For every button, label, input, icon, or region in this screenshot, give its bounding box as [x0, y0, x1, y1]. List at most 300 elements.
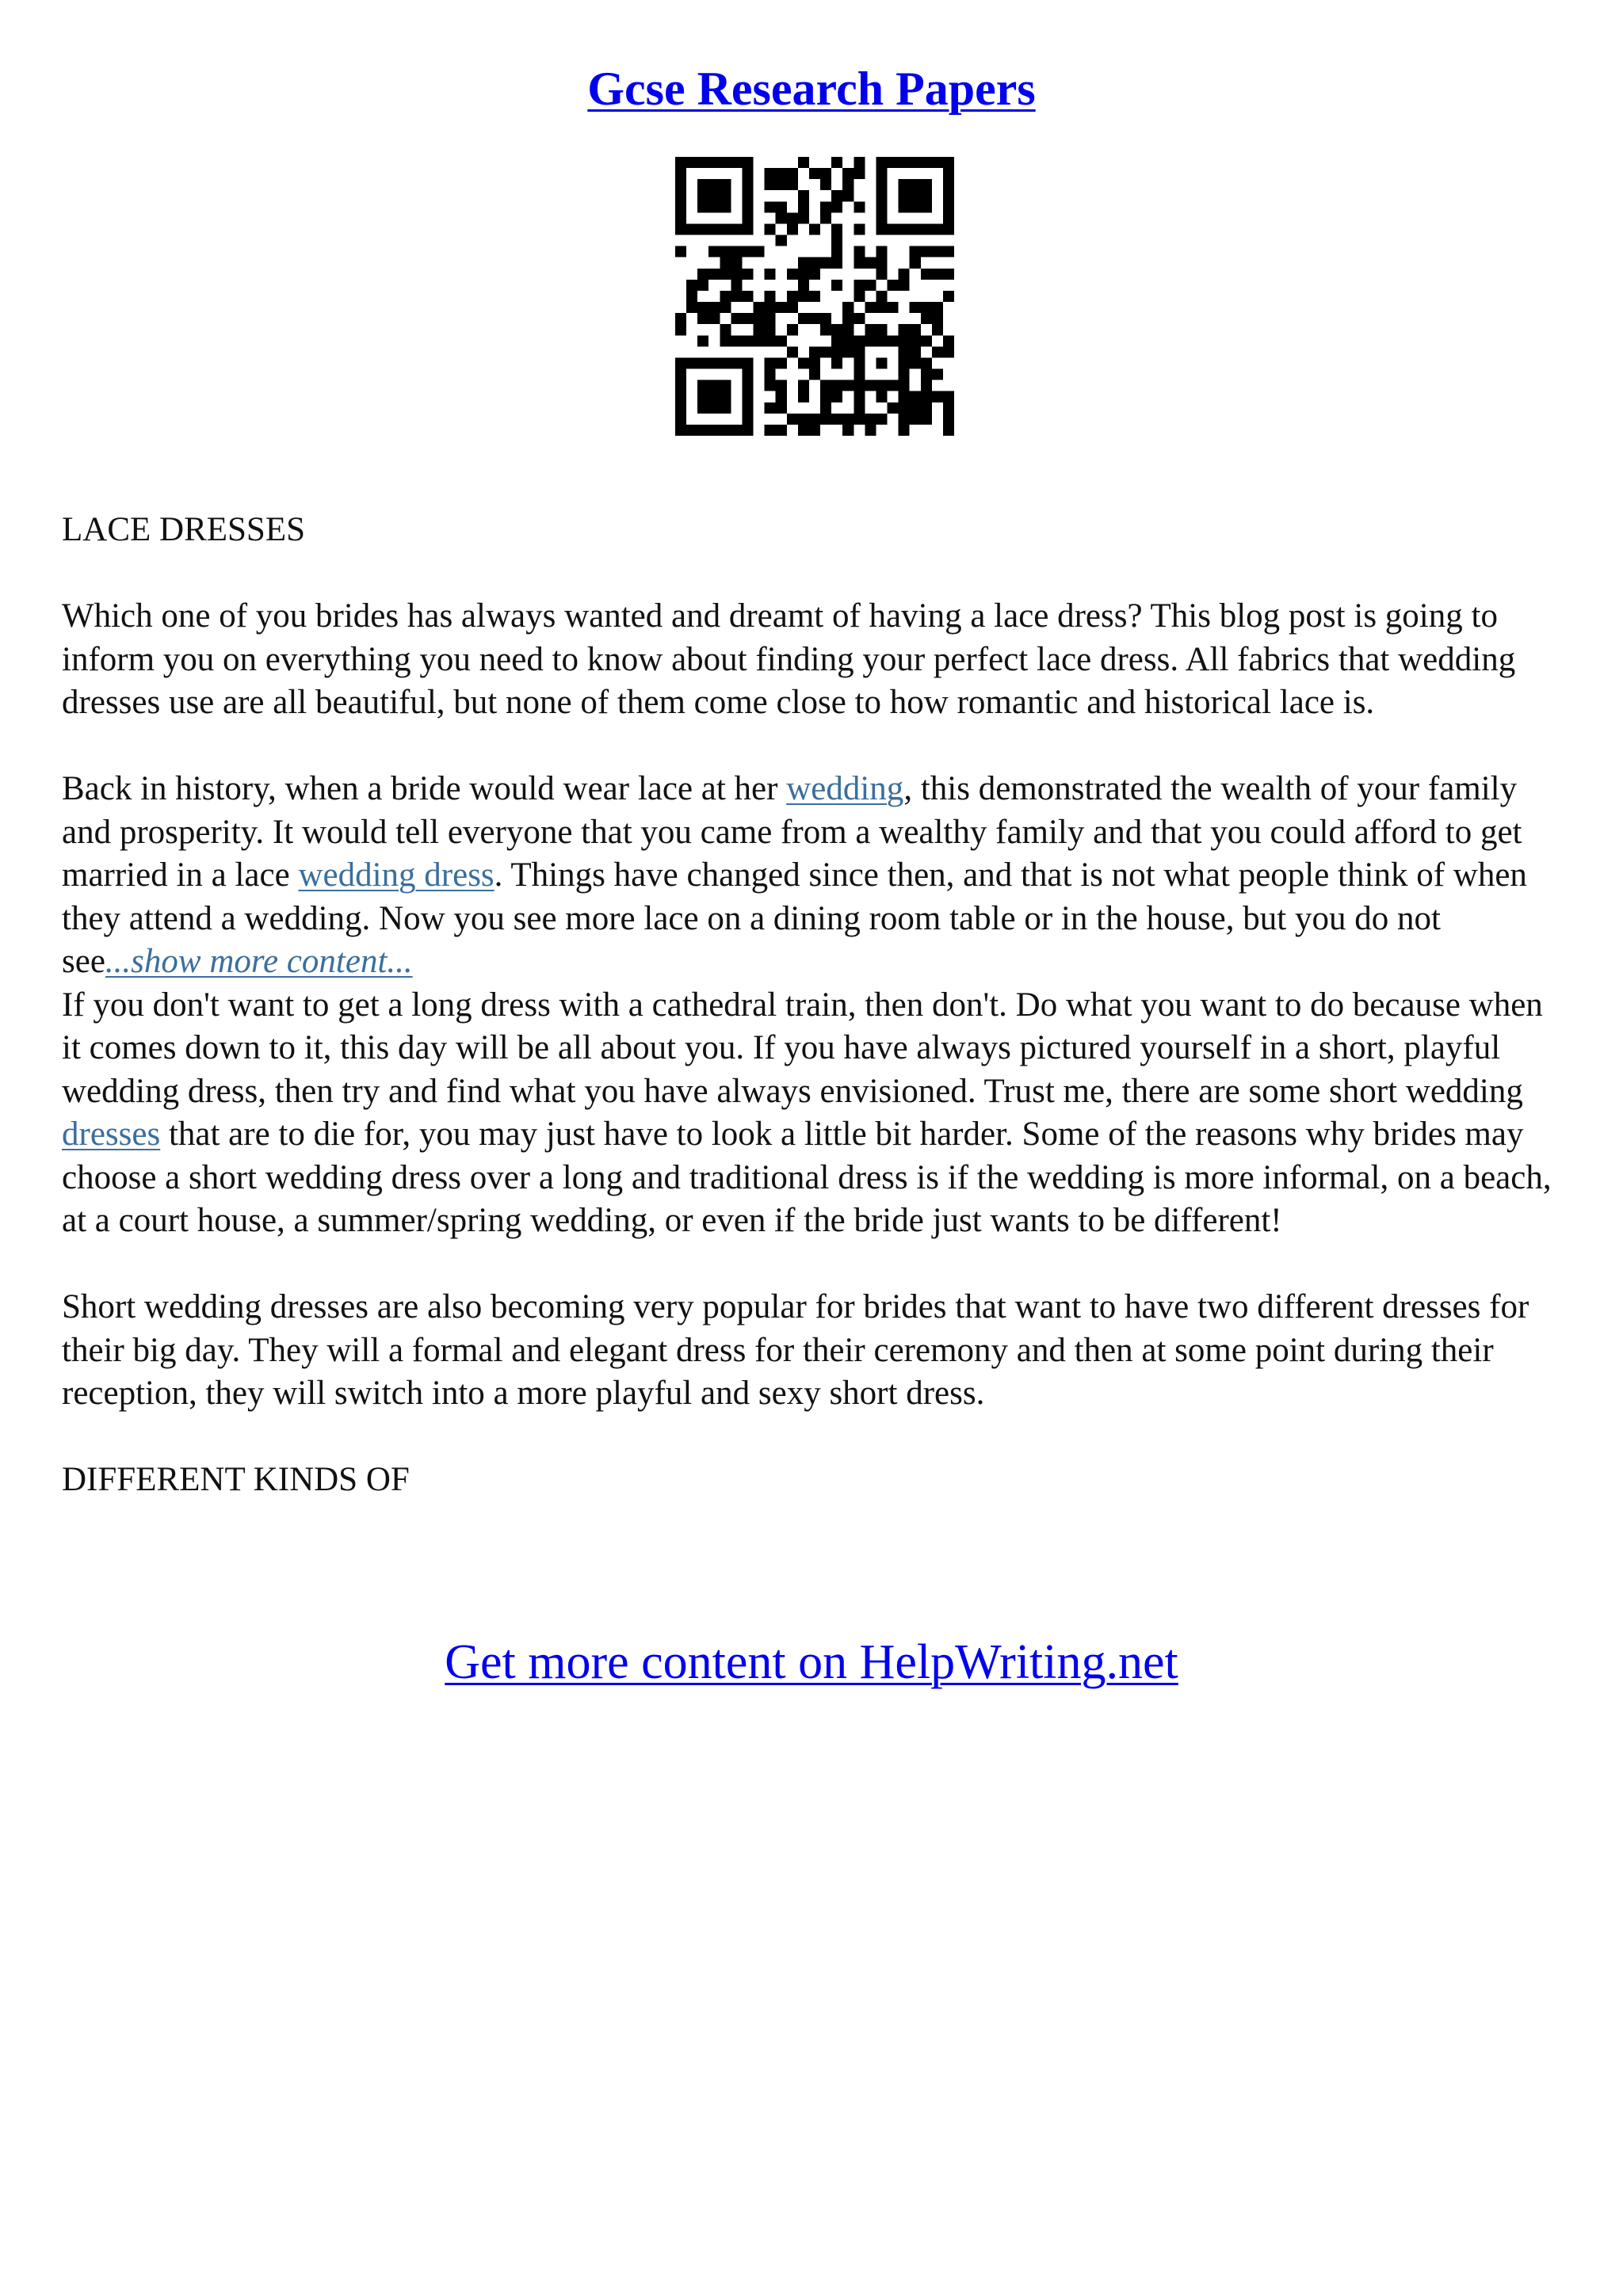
- qr-module: [731, 425, 742, 436]
- paragraph-history: [62, 768, 1568, 984]
- qr-module: [943, 168, 954, 179]
- qr-module: [854, 291, 865, 302]
- qr-module: [910, 246, 921, 257]
- qr-module: [720, 324, 731, 335]
- qr-module: [731, 246, 742, 257]
- qr-module: [708, 302, 720, 313]
- qr-module: [742, 357, 753, 368]
- qr-module: [720, 302, 731, 313]
- qr-module: [742, 223, 753, 235]
- qr-module: [876, 391, 887, 402]
- qr-module: [708, 313, 720, 324]
- qr-module: [820, 201, 831, 212]
- qr-module: [888, 335, 899, 346]
- qr-module: [921, 313, 932, 324]
- qr-module: [765, 313, 776, 324]
- qr-module: [854, 157, 865, 168]
- qr-module: [720, 190, 731, 201]
- qr-module: [876, 257, 887, 269]
- qr-module: [831, 246, 842, 257]
- qr-module: [765, 168, 776, 179]
- qr-module: [765, 402, 776, 414]
- qr-module: [831, 346, 842, 357]
- qr-module: [776, 402, 787, 414]
- qr-module: [776, 335, 787, 346]
- qr-module: [686, 223, 697, 235]
- qr-module: [876, 223, 887, 235]
- qr-module: [798, 201, 809, 212]
- qr-module: [809, 291, 820, 302]
- footer: [0, 1630, 1623, 1694]
- qr-module: [932, 269, 943, 280]
- qr-module: [888, 157, 899, 168]
- qr-module: [876, 335, 887, 346]
- qr-module: [876, 269, 887, 280]
- qr-code-icon: [675, 157, 954, 436]
- qr-module: [820, 324, 831, 335]
- helpwriting-link[interactable]: Get more content on HelpWriting.net: [445, 1635, 1178, 1689]
- article-body: [62, 509, 1568, 1502]
- qr-module: [899, 157, 910, 168]
- qr-module: [921, 179, 932, 190]
- qr-module: [865, 380, 876, 391]
- wedding-dress-link[interactable]: wedding dress: [298, 856, 495, 894]
- qr-module: [842, 335, 854, 346]
- qr-module: [910, 201, 921, 212]
- qr-module: [787, 223, 798, 235]
- paragraph-history-text-1: Back in history, when a bride would wear lace at her: [62, 770, 787, 807]
- qr-module: [899, 223, 910, 235]
- qr-module: [921, 369, 932, 380]
- qr-module: [708, 402, 720, 414]
- paragraph-short-dress-text-2: that are to die for, you may just have to look a little bit harder. Some of the reasons why brides may choose a short wedding dress over a long and traditional dress is if the wedding is more informal, on a beach, at a court house, a summer/spring wedding, or even if the bride just wants to be different!: [62, 1116, 1552, 1239]
- qr-module: [731, 357, 742, 368]
- qr-module: [943, 246, 954, 257]
- qr-module: [697, 380, 708, 391]
- qr-module: [932, 223, 943, 235]
- qr-module: [697, 190, 708, 201]
- qr-module: [675, 168, 686, 179]
- qr-module: [932, 391, 943, 402]
- qr-module: [742, 414, 753, 425]
- qr-module: [787, 212, 798, 223]
- qr-module: [765, 291, 776, 302]
- qr-module: [899, 369, 910, 380]
- qr-module: [888, 280, 899, 291]
- qr-module: [776, 380, 787, 391]
- qr-module: [831, 201, 842, 212]
- qr-module: [943, 391, 954, 402]
- qr-module: [731, 335, 742, 346]
- qr-module: [765, 179, 776, 190]
- qr-module: [720, 335, 731, 346]
- qr-module: [888, 302, 899, 313]
- qr-module: [876, 414, 887, 425]
- page-title: [0, 57, 1623, 120]
- qr-module: [820, 346, 831, 357]
- qr-module: [798, 212, 809, 223]
- qr-module: [720, 179, 731, 190]
- qr-module: [742, 157, 753, 168]
- qr-module: [921, 357, 932, 368]
- qr-module: [697, 269, 708, 280]
- qr-module: [765, 223, 776, 235]
- qr-module: [854, 257, 865, 269]
- qr-module: [820, 212, 831, 223]
- qr-module: [686, 357, 697, 368]
- qr-module: [888, 380, 899, 391]
- qr-module: [943, 335, 954, 346]
- qr-module: [820, 380, 831, 391]
- section-heading-different-kinds: DIFFERENT KINDS OF: [62, 1461, 410, 1498]
- qr-module: [910, 302, 921, 313]
- qr-module: [921, 302, 932, 313]
- qr-module: [943, 269, 954, 280]
- qr-module: [921, 201, 932, 212]
- qr-module: [720, 380, 731, 391]
- qr-module: [754, 302, 765, 313]
- qr-module: [742, 179, 753, 190]
- qr-module: [708, 357, 720, 368]
- qr-module: [742, 246, 753, 257]
- qr-module: [921, 246, 932, 257]
- qr-module: [820, 391, 831, 402]
- qr-module: [831, 380, 842, 391]
- qr-module: [820, 179, 831, 190]
- qr-module: [888, 402, 899, 414]
- qr-module: [686, 302, 697, 313]
- qr-module: [809, 223, 820, 235]
- qr-module: [932, 246, 943, 257]
- qr-module: [708, 190, 720, 201]
- qr-module: [831, 324, 842, 335]
- qr-module: [921, 414, 932, 425]
- qr-module: [731, 291, 742, 302]
- qr-module: [932, 157, 943, 168]
- qr-module: [798, 190, 809, 201]
- qr-module: [943, 291, 954, 302]
- qr-module: [765, 335, 776, 346]
- qr-module: [697, 391, 708, 402]
- qr-module: [675, 313, 686, 324]
- qr-module: [820, 257, 831, 269]
- qr-module: [831, 414, 842, 425]
- qr-module: [865, 425, 876, 436]
- qr-module: [854, 335, 865, 346]
- qr-module: [686, 157, 697, 168]
- qr-module: [899, 391, 910, 402]
- qr-module: [809, 313, 820, 324]
- qr-module: [697, 157, 708, 168]
- qr-module: [731, 313, 742, 324]
- show-more-link[interactable]: ...show more content...: [105, 943, 413, 980]
- qr-module: [921, 391, 932, 402]
- qr-module: [899, 402, 910, 414]
- qr-module: [854, 246, 865, 257]
- qr-module: [943, 425, 954, 436]
- paragraph-two-dresses: Short wedding dresses are also becoming very popular for brides that want to have two different dresses for their big day. They will a formal and elegant dress for their ceremony and then at some point during their reception, they will switch into a more playful and sexy short dress.: [62, 1288, 1529, 1412]
- qr-module: [720, 425, 731, 436]
- qr-module: [675, 246, 686, 257]
- qr-module: [798, 269, 809, 280]
- paragraph-short-dress-text-1: If you don't want to get a long dress with a cathedral train, then don't. Do what you want to do because when it comes down to it, this day will be all about you. If you have always pictured yourself in a short, playful wedding dress, then try and find what you have always envisioned. Trust me, there are some short wedding: [62, 986, 1543, 1110]
- qr-module: [776, 201, 787, 212]
- qr-module: [697, 201, 708, 212]
- qr-module: [943, 157, 954, 168]
- qr-module: [876, 291, 887, 302]
- qr-module: [854, 346, 865, 357]
- qr-module: [899, 324, 910, 335]
- qr-module: [876, 212, 887, 223]
- qr-module: [876, 380, 887, 391]
- qr-module: [910, 335, 921, 346]
- qr-module: [943, 414, 954, 425]
- qr-module: [831, 157, 842, 168]
- qr-module: [742, 201, 753, 212]
- qr-code-image: [675, 157, 954, 436]
- qr-module: [731, 223, 742, 235]
- qr-module: [697, 425, 708, 436]
- qr-module: [787, 324, 798, 335]
- qr-module: [854, 402, 865, 414]
- qr-module: [731, 280, 742, 291]
- qr-module: [876, 357, 887, 368]
- qr-module: [888, 223, 899, 235]
- qr-module: [720, 201, 731, 212]
- qr-module: [697, 302, 708, 313]
- qr-module: [742, 190, 753, 201]
- qr-module: [720, 257, 731, 269]
- qr-module: [809, 425, 820, 436]
- qr-module: [787, 291, 798, 302]
- qr-module: [831, 357, 842, 368]
- qr-module: [787, 179, 798, 190]
- qr-module: [899, 269, 910, 280]
- qr-module: [865, 302, 876, 313]
- qr-module: [910, 414, 921, 425]
- qr-module: [787, 269, 798, 280]
- qr-module: [742, 369, 753, 380]
- qr-module: [675, 201, 686, 212]
- qr-module: [742, 212, 753, 223]
- paragraph-short-dress: [62, 984, 1568, 1243]
- qr-module: [754, 246, 765, 257]
- qr-module: [876, 190, 887, 201]
- qr-module: [910, 157, 921, 168]
- qr-module: [932, 324, 943, 335]
- qr-module: [765, 380, 776, 391]
- qr-module: [697, 357, 708, 368]
- qr-module: [932, 346, 943, 357]
- qr-module: [899, 335, 910, 346]
- qr-module: [910, 357, 921, 368]
- qr-module: [854, 391, 865, 402]
- qr-module: [686, 280, 697, 291]
- qr-module: [708, 201, 720, 212]
- qr-module: [910, 190, 921, 201]
- qr-module: [943, 402, 954, 414]
- qr-module: [697, 280, 708, 291]
- qr-module: [742, 313, 753, 324]
- qr-module: [708, 179, 720, 190]
- qr-module: [854, 168, 865, 179]
- qr-module: [921, 335, 932, 346]
- qr-module: [697, 402, 708, 414]
- qr-module: [809, 414, 820, 425]
- qr-module: [876, 168, 887, 179]
- qr-module: [776, 302, 787, 313]
- qr-module: [809, 369, 820, 380]
- qr-module: [776, 391, 787, 402]
- qr-module: [675, 380, 686, 391]
- qr-module: [910, 324, 921, 335]
- qr-module: [932, 313, 943, 324]
- qr-module: [675, 414, 686, 425]
- qr-module: [899, 357, 910, 368]
- qr-module: [720, 223, 731, 235]
- qr-module: [787, 414, 798, 425]
- qr-module: [899, 190, 910, 201]
- qr-module: [809, 346, 820, 357]
- qr-module: [932, 302, 943, 313]
- qr-module: [742, 380, 753, 391]
- qr-module: [720, 357, 731, 368]
- qr-module: [798, 380, 809, 391]
- qr-module: [742, 425, 753, 436]
- qr-module: [842, 425, 854, 436]
- qr-module: [675, 324, 686, 335]
- qr-module: [708, 223, 720, 235]
- qr-module: [831, 223, 842, 235]
- qr-module: [686, 425, 697, 436]
- qr-module: [809, 168, 820, 179]
- qr-module: [675, 190, 686, 201]
- qr-module: [842, 324, 854, 335]
- qr-module: [708, 269, 720, 280]
- qr-module: [910, 391, 921, 402]
- qr-module: [854, 380, 865, 391]
- qr-module: [831, 391, 842, 402]
- qr-module: [899, 380, 910, 391]
- qr-module: [720, 246, 731, 257]
- qr-module: [854, 414, 865, 425]
- qr-module: [776, 235, 787, 246]
- qr-module: [742, 168, 753, 179]
- paragraph-history-text-2: , this demonstrated the wealth of your family and prosperity. It would tell everyone that you came from a wealthy family and that you could afford to get married in a lace: [62, 770, 1522, 894]
- qr-module: [921, 223, 932, 235]
- qr-module: [921, 269, 932, 280]
- qr-module: [899, 179, 910, 190]
- qr-module: [765, 302, 776, 313]
- qr-module: [831, 257, 842, 269]
- qr-module: [787, 168, 798, 179]
- qr-module: [765, 357, 776, 368]
- qr-module: [865, 414, 876, 425]
- qr-module: [754, 335, 765, 346]
- qr-module: [910, 402, 921, 414]
- qr-module: [675, 212, 686, 223]
- qr-module: [842, 313, 854, 324]
- qr-module: [820, 414, 831, 425]
- qr-module: [943, 179, 954, 190]
- qr-module: [876, 179, 887, 190]
- qr-module: [809, 257, 820, 269]
- qr-module: [675, 357, 686, 368]
- qr-module: [921, 380, 932, 391]
- qr-module: [876, 302, 887, 313]
- qr-module: [798, 280, 809, 291]
- qr-module: [697, 223, 708, 235]
- qr-module: [899, 201, 910, 212]
- qr-module: [697, 179, 708, 190]
- qr-module: [842, 302, 854, 313]
- qr-module: [675, 223, 686, 235]
- qr-module: [798, 313, 809, 324]
- qr-module: [842, 414, 854, 425]
- qr-module: [899, 414, 910, 425]
- qr-module: [708, 380, 720, 391]
- qr-module: [776, 357, 787, 368]
- qr-module: [798, 414, 809, 425]
- qr-module: [765, 324, 776, 335]
- qr-module: [742, 335, 753, 346]
- qr-module: [787, 346, 798, 357]
- qr-module: [854, 223, 865, 235]
- qr-module: [876, 201, 887, 212]
- qr-module: [865, 335, 876, 346]
- qr-module: [932, 369, 943, 380]
- qr-module: [765, 269, 776, 280]
- qr-module: [943, 346, 954, 357]
- dresses-link[interactable]: dresses: [62, 1116, 161, 1153]
- qr-module: [831, 190, 842, 201]
- qr-module: [842, 179, 854, 190]
- qr-module: [742, 269, 753, 280]
- qr-module: [708, 425, 720, 436]
- qr-module: [910, 257, 921, 269]
- qr-module: [820, 313, 831, 324]
- qr-module: [876, 157, 887, 168]
- qr-module: [854, 357, 865, 368]
- qr-module: [899, 346, 910, 357]
- paragraph-history-text-3: . Things have changed since then, and that is not what people think of when they attend a wedding. Now you see more lace on a dining room table or in the house, but you do not see: [62, 856, 1527, 980]
- qr-module: [720, 402, 731, 414]
- qr-module: [720, 391, 731, 402]
- qr-module: [865, 257, 876, 269]
- qr-module: [675, 391, 686, 402]
- title-link[interactable]: Gcse Research Papers: [587, 63, 1036, 115]
- qr-module: [742, 391, 753, 402]
- wedding-link[interactable]: wedding: [786, 770, 904, 807]
- qr-module: [720, 157, 731, 168]
- qr-module: [754, 324, 765, 335]
- qr-module: [921, 157, 932, 168]
- qr-module: [842, 168, 854, 179]
- qr-module: [831, 280, 842, 291]
- qr-module: [798, 257, 809, 269]
- qr-module: [708, 391, 720, 402]
- qr-module: [776, 212, 787, 223]
- qr-module: [842, 380, 854, 391]
- qr-module: [910, 179, 921, 190]
- paragraph-intro: Which one of you brides has always wanted and dreamt of having a lace dress? This blog post is going to inform you on everything you need to know about finding your perfect lace dress. All fabrics that wedding dresses use are all beautiful, but none of them come close to how romantic and historical lace is.: [62, 597, 1516, 721]
- qr-module: [910, 223, 921, 235]
- qr-module: [720, 269, 731, 280]
- qr-module: [876, 246, 887, 257]
- qr-module: [943, 190, 954, 201]
- section-heading-lace-dresses: LACE DRESSES: [62, 511, 306, 548]
- qr-module: [798, 157, 809, 168]
